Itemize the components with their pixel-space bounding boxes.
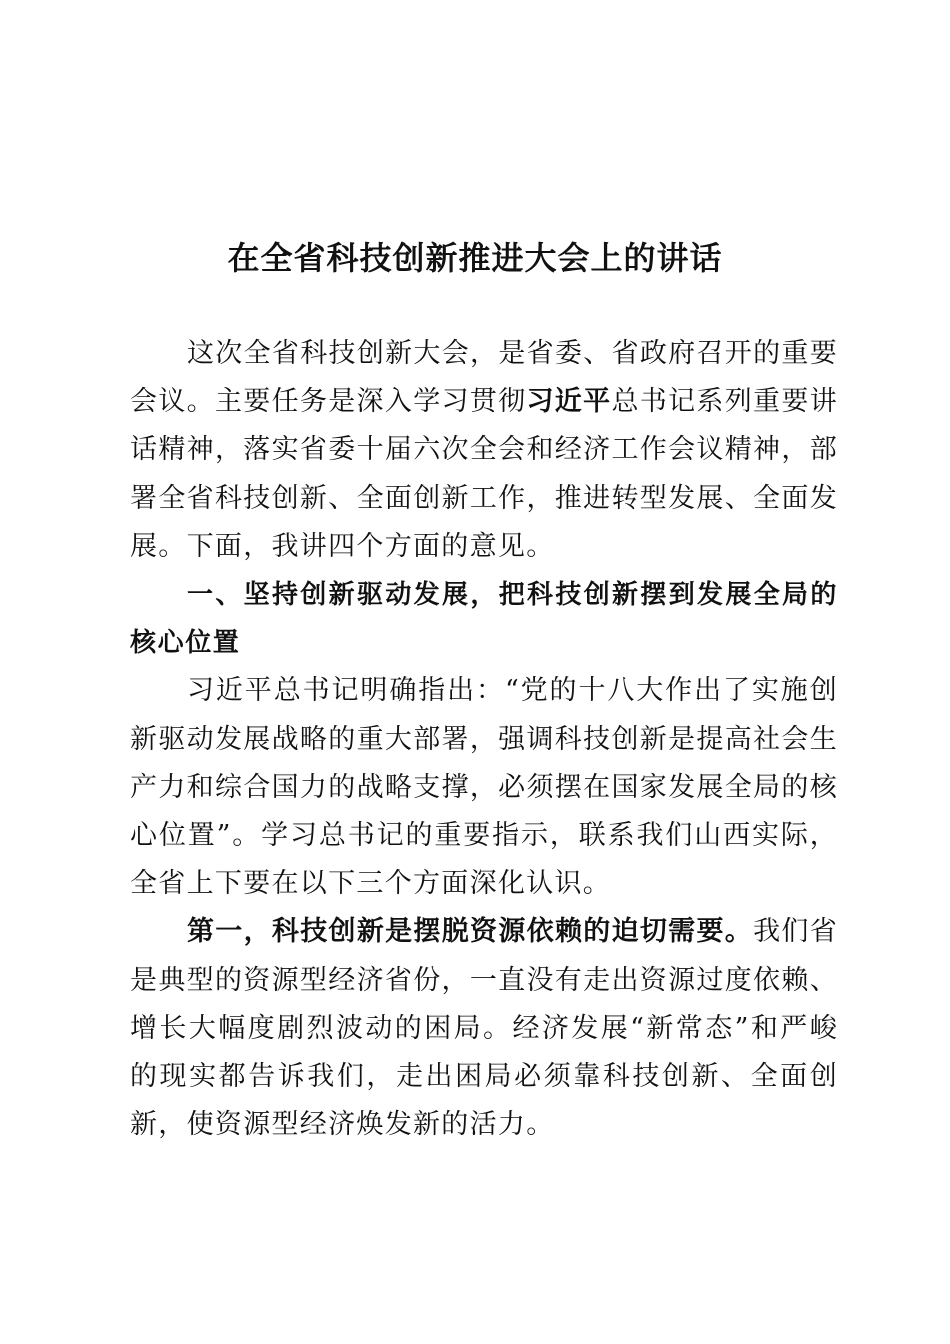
opening-text-start: 这次全省科技创新大会，是省委、省政府召开的重要会议。主要任务是深入学习贯彻 <box>130 338 838 418</box>
quote-paragraph: 习近平总书记明确指出：“党的十八大作出了实施创新驱动发展战略的重大部署，强调科技创新是提高社会生产力和综合国力的战略支撑，必须摆在国家发展全局的核心位置”。学习总书记的重要指示，联系我们山西实际，全省上下要在以下三个方面深化认识。 <box>130 675 838 900</box>
leader-name: 习近平 <box>526 386 612 418</box>
point-one-lead: 第一，科技创新是摆脱资源依赖的迫切需要。 <box>187 916 754 948</box>
point-one-paragraph <box>130 908 838 1149</box>
point-one-text: 我们省是典型的资源型经济省份，一直没有走出资源过度依赖、增长大幅度剧烈波动的困局。经济发展“新常态”和严峻的现实都告诉我们，走出困局必须靠科技创新、全面创新，使资源型经济焕发新的活力。 <box>130 916 839 1141</box>
document-title: 在全省科技创新推进大会上的讲话 <box>227 239 723 277</box>
opening-paragraph <box>130 330 838 571</box>
opening-text-end: 总书记系列重要讲话精神，落实省委十届六次全会和经济工作会议精神，部署全省科技创新、全面创新工作，推进转型发展、全面发展。下面，我讲四个方面的意见。 <box>130 386 838 562</box>
document-body <box>130 330 838 1149</box>
section-heading-1: 一、坚持创新驱动发展，把科技创新摆到发展全局的核心位置 <box>130 580 838 659</box>
